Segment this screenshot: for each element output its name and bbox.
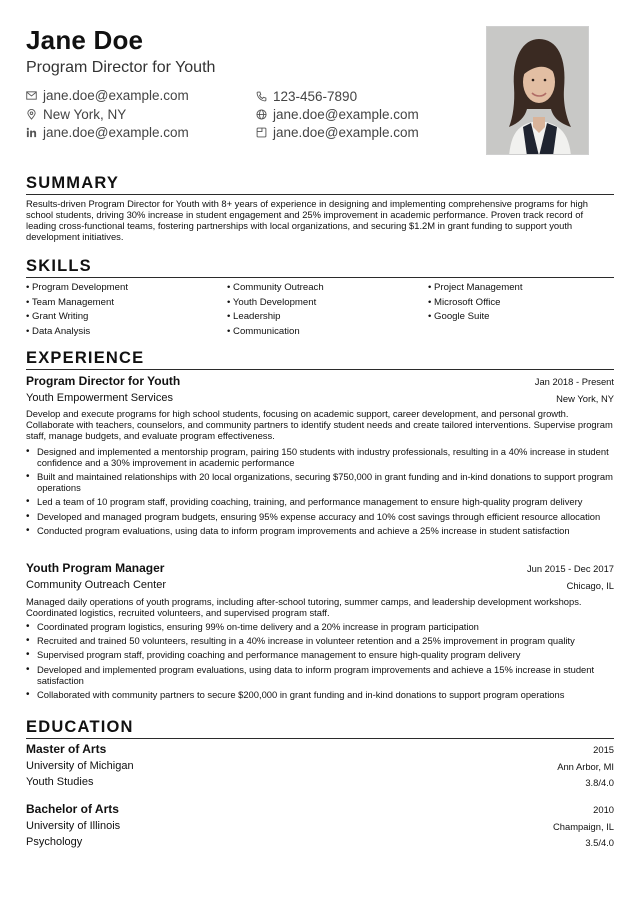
job-title: Youth Program Manager <box>26 561 165 575</box>
skills-grid <box>26 282 614 337</box>
contact-portfolio-text: jane.doe@example.com <box>273 125 419 140</box>
education-location: Champaign, IL <box>553 821 614 832</box>
summary-text: Results-driven Program Director for Youth with 8+ years of experience in designing and implementing comprehensive programs for high school students, driving 30% increase in student engagement and 25% improvement in academic performance. Proven track record of leading cross-functional teams, fostering partnerships with local organizations, and securing $1.2M in grant funding to support youth development initiatives. <box>26 198 589 242</box>
job-bullet: • Built and maintained relationships with 20 local organizations, securing $750,000 in grant funding and in-kind donations to support program operations <box>26 471 614 493</box>
education-school: University of Michigan <box>26 760 134 772</box>
mail-icon <box>26 90 37 101</box>
job-location: New York, NY <box>556 393 614 404</box>
resume-header <box>26 0 614 160</box>
summary-divider <box>26 194 614 195</box>
skill-item: • Data Analysis <box>26 325 91 337</box>
job-bullet: • Recruited and trained 50 volunteers, resulting in a 40% increase in volunteer retention and a 25% improvement in program quality <box>26 635 614 646</box>
candidate-name: Jane Doe <box>26 25 144 55</box>
resume-page <box>26 0 614 848</box>
education-school: University of Illinois <box>26 820 121 832</box>
experience-heading: EXPERIENCE <box>26 349 145 367</box>
contact-email[interactable] <box>26 88 189 103</box>
job-description: Managed daily operations of youth programs, including after-school tutoring, summer camps, and leadership development workshops. Coordinated logistics, recruited volunteers, and supervised program staff. <box>26 596 582 618</box>
skill-item: • Grant Writing <box>26 311 89 323</box>
job-company: Community Outreach Center <box>26 579 166 591</box>
contact-location-text: New York, NY <box>43 107 127 122</box>
skill-item: • Community Outreach <box>227 282 324 293</box>
skill-item: • Leadership <box>227 311 281 323</box>
job-location: Chicago, IL <box>566 580 614 591</box>
skill-item: • Communication <box>227 325 300 337</box>
education-field: Youth Studies <box>26 776 94 788</box>
skills-heading: SKILLS <box>26 257 92 275</box>
summary-heading: SUMMARY <box>26 174 120 192</box>
job-bullets <box>26 621 614 703</box>
education-heading: EDUCATION <box>26 718 134 736</box>
education-degree: Bachelor of Arts <box>26 802 119 816</box>
linkedin-icon <box>26 127 37 138</box>
job-company: Youth Empowerment Services <box>26 392 173 404</box>
education-field: Psychology <box>26 836 83 848</box>
job-bullet: • Supervised program staff, providing coaching and performance management to ensure high-quality program delivery <box>26 649 614 660</box>
contact-email-text: jane.doe@example.com <box>43 88 189 103</box>
map-pin-icon <box>26 109 37 120</box>
job-bullets <box>26 446 614 539</box>
education-year: 2015 <box>593 744 614 755</box>
job-dates: Jun 2015 - Dec 2017 <box>526 563 614 574</box>
contact-website[interactable] <box>256 107 419 122</box>
skill-item: • Microsoft Office <box>428 296 501 308</box>
globe-icon <box>256 109 267 120</box>
skill-item: • Google Suite <box>428 311 490 323</box>
skill-item: • Team Management <box>26 296 114 308</box>
job-dates: Jan 2018 - Present <box>534 376 614 387</box>
education-location: Ann Arbor, MI <box>557 761 614 772</box>
contact-location <box>26 107 126 122</box>
skills-divider <box>26 277 614 278</box>
profile-photo <box>486 26 589 155</box>
candidate-title: Program Director for Youth <box>26 59 216 76</box>
education-degree: Master of Arts <box>26 742 107 756</box>
contact-phone-text: 123-456-7890 <box>273 89 358 104</box>
job-bullet: • Developed and managed program budgets, ensuring 95% expense accuracy and 10% cost savings through efficient resource allocation <box>26 511 614 522</box>
contact-linkedin-text: jane.doe@example.com <box>43 125 189 140</box>
experience-divider <box>26 369 614 370</box>
job-title: Program Director for Youth <box>26 374 181 388</box>
job-bullet: • Led a team of 10 program staff, providing coaching, training, and performance management to ensure high-quality program delivery <box>26 496 614 507</box>
skill-item: • Project Management <box>428 282 523 293</box>
skill-item: • Program Development <box>26 282 129 293</box>
skill-item: • Youth Development <box>227 296 317 308</box>
phone-icon <box>256 91 267 102</box>
job-bullet: • Developed and implemented program evaluations, using data to inform program improvements and achieve a 15% increase in student satisfaction <box>26 664 614 686</box>
contact-linkedin[interactable] <box>26 125 189 140</box>
job-bullet: • Designed and implemented a mentorship program, pairing 150 students with industry professionals, resulting in a 40% increase in student confidence and a 30% improvement in academic performance <box>26 446 614 468</box>
education-year: 2010 <box>593 804 614 815</box>
education-gpa: 3.5/4.0 <box>585 837 614 848</box>
job-description: Develop and execute programs for high school students, focusing on academic support, career development, and personal growth. Collaborate with teachers, counselors, and community partners to identify student needs and create tailored interventions. Supervise program staff, manage budgets, and evaluate program effectiveness. <box>26 408 613 441</box>
contact-portfolio[interactable] <box>256 125 419 140</box>
contact-phone[interactable] <box>256 89 357 104</box>
education-divider <box>26 738 614 739</box>
job-bullet: • Conducted program evaluations, using data to inform program improvements and achieve a 25% increase in student satisfaction <box>26 525 614 536</box>
education-gpa: 3.8/4.0 <box>585 777 614 788</box>
job-bullet: • Coordinated program logistics, ensuring 99% on-time delivery and a 20% increase in program participation <box>26 621 614 632</box>
portfolio-icon <box>256 127 267 138</box>
contact-website-text: jane.doe@example.com <box>273 107 419 122</box>
job-bullet: • Collaborated with community partners to secure $200,000 in grant funding and in-kind donations to support program operations <box>26 689 614 700</box>
